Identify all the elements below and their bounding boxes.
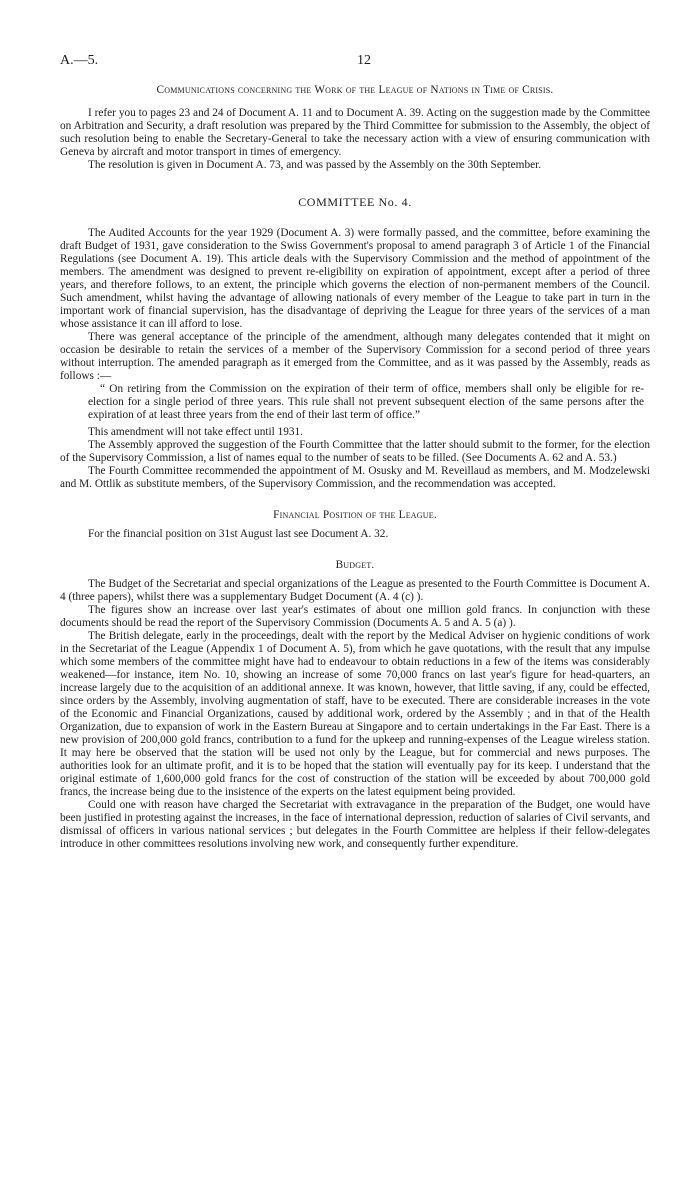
paragraph: The figures show an increase over last year's estimates of about one million gold francs. In conjunction with these documents should be read the report of the Supervisory Commission (Documents A. 5 and A. 5 (a) ). xyxy=(60,604,650,629)
page-header xyxy=(60,54,650,70)
communications-section xyxy=(60,84,650,172)
section-heading-budget: Budget. xyxy=(335,559,375,571)
paragraph: For the financial position on 31st August last see Document A. 32. xyxy=(88,528,389,540)
document-body xyxy=(60,84,650,851)
paragraph: This amendment will not take effect until 1931. xyxy=(88,426,304,438)
section-heading-committee-4: COMMITTEE No. 4. xyxy=(298,195,412,209)
budget-section xyxy=(60,559,650,851)
financial-position-section xyxy=(60,509,650,541)
committee-4-section xyxy=(60,196,650,491)
paragraph: I refer you to pages 23 and 24 of Document A. 11 and to Document A. 39. Acting on the suggestion made by the Committee on Arbitration and Security, a draft resolution was prepared by the Third Committee for submission to the Assembly, the object of such resolution being to enable the Secretary-General to take the necessary action with a view of ensuring communication with Geneva by aircraft and motor transport in times of emergency. xyxy=(60,107,650,158)
document-reference: A.—5. xyxy=(60,53,99,68)
section-heading-communications: Communications concerning the Work of the League of Nations in Time of Crisis. xyxy=(156,84,554,96)
paragraph: The Fourth Committee recommended the appointment of M. Osusky and M. Reveillaud as members, and M. Modzelewski and M. Ottlik as substitute members, of the Supervisory Commission, and the recommendation was accepted. xyxy=(60,465,650,490)
section-heading-financial-position: Financial Position of the League. xyxy=(273,509,437,521)
paragraph: The Budget of the Secretariat and special organizations of the League as presented to the Fourth Committee is Document A. 4 (three papers), whilst there was a supplementary Budget Document (A. 4 (c) ). xyxy=(60,578,650,603)
paragraph: The British delegate, early in the proceedings, dealt with the report by the Medical Adviser on hygienic conditions of work in the Secretariat of the League (Appendix 1 of Document A. 5), from which he gave quotations, with the result that any impulse which some members of the committee might have had to endeavour to obtain reductions in a few of the items was considerably weakened—for instance, item No. 10, showing an increase of some 70,000 francs on last year's figure for head-quarters, an increase largely due to the acquisition of an additional annexe. It was known, however, that little saving, if any, could be effected, since orders by the Assembly, involving augmentation of staff, have to be executed. There are considerable increases in the vote of the Economic and Financial Organizations, caused by additional work, ordered by the Assembly ; and in that of the Health Organization, due to expansion of work in the Eastern Bureau at Singapore and to certain undertakings in the Far East. There is a new provision of 200,000 gold francs, contribution to a fund for the upkeep and running-expenses of the League wireless station. It may here be observed that the station will be used not only by the League, but for commercial and news purposes. The authorities look for an ultimate profit, and it is to be hoped that the station will eventually pay for its keep. I understand that the original estimate of 1,600,000 gold francs for the cost of construction of the station will be exceeded by about 700,000 gold francs, the increase being due to the insistence of the experts on the latest equipment being provided. xyxy=(60,630,650,798)
paragraph: There was general acceptance of the principle of the amendment, although many delegates contended that it might on occasion be desirable to retain the services of a member of the Supervisory Commission for a second period of three years without interruption. The amended paragraph as it emerged from the Committee, and as it was passed by the Assembly, reads as follows :— xyxy=(60,331,650,382)
paragraph: The Audited Accounts for the year 1929 (Document A. 3) were formally passed, and the committee, before examining the draft Budget of 1931, gave consideration to the Swiss Government's proposal to amend paragraph 3 of Article 1 of the Financial Regulations (see Document A. 19). This article deals with the Supervisory Commission and the method of appointment of the members. The amendment was designed to prevent re-eligibility on expiration of appointment, except after a period of three years, and therefore follows, to an extent, the principle which governs the election of non-permanent members of the Council. Such amendment, whilst having the advantage of allowing nationals of every member of the League to take part in turn in the important work of financial supervision, has the disadvantage of depriving the League for three years of the services of a man whose assistance it can ill afford to lose. xyxy=(60,227,650,330)
paragraph: The resolution is given in Document A. 73, and was passed by the Assembly on the 30th September. xyxy=(88,159,542,171)
paragraph: Could one with reason have charged the Secretariat with extravagance in the preparation of the Budget, one would have been justified in protesting against the increases, in the face of international depression, reduction of salaries of Civil servants, and dismissal of officers in various national services ; but delegates in the Fourth Committee are helpless if their fellow-delegates introduce in other committees resolutions involving new work, and consequently further expenditure. xyxy=(60,799,650,850)
quoted-amendment: “ On retiring from the Commission on the expiration of their term of office, members shall only be eligible for re-election for a single period of three years. This rule shall not prevent subsequent election of the same persons after the expiration of at least three years from the end of their last term of office.” xyxy=(88,383,644,421)
paragraph: The Assembly approved the suggestion of the Fourth Committee that the latter should submit to the former, for the election of the Supervisory Commission, a list of names equal to the number of seats to be filled. (See Documents A. 62 and A. 53.) xyxy=(60,439,650,464)
page-number: 12 xyxy=(357,53,371,68)
